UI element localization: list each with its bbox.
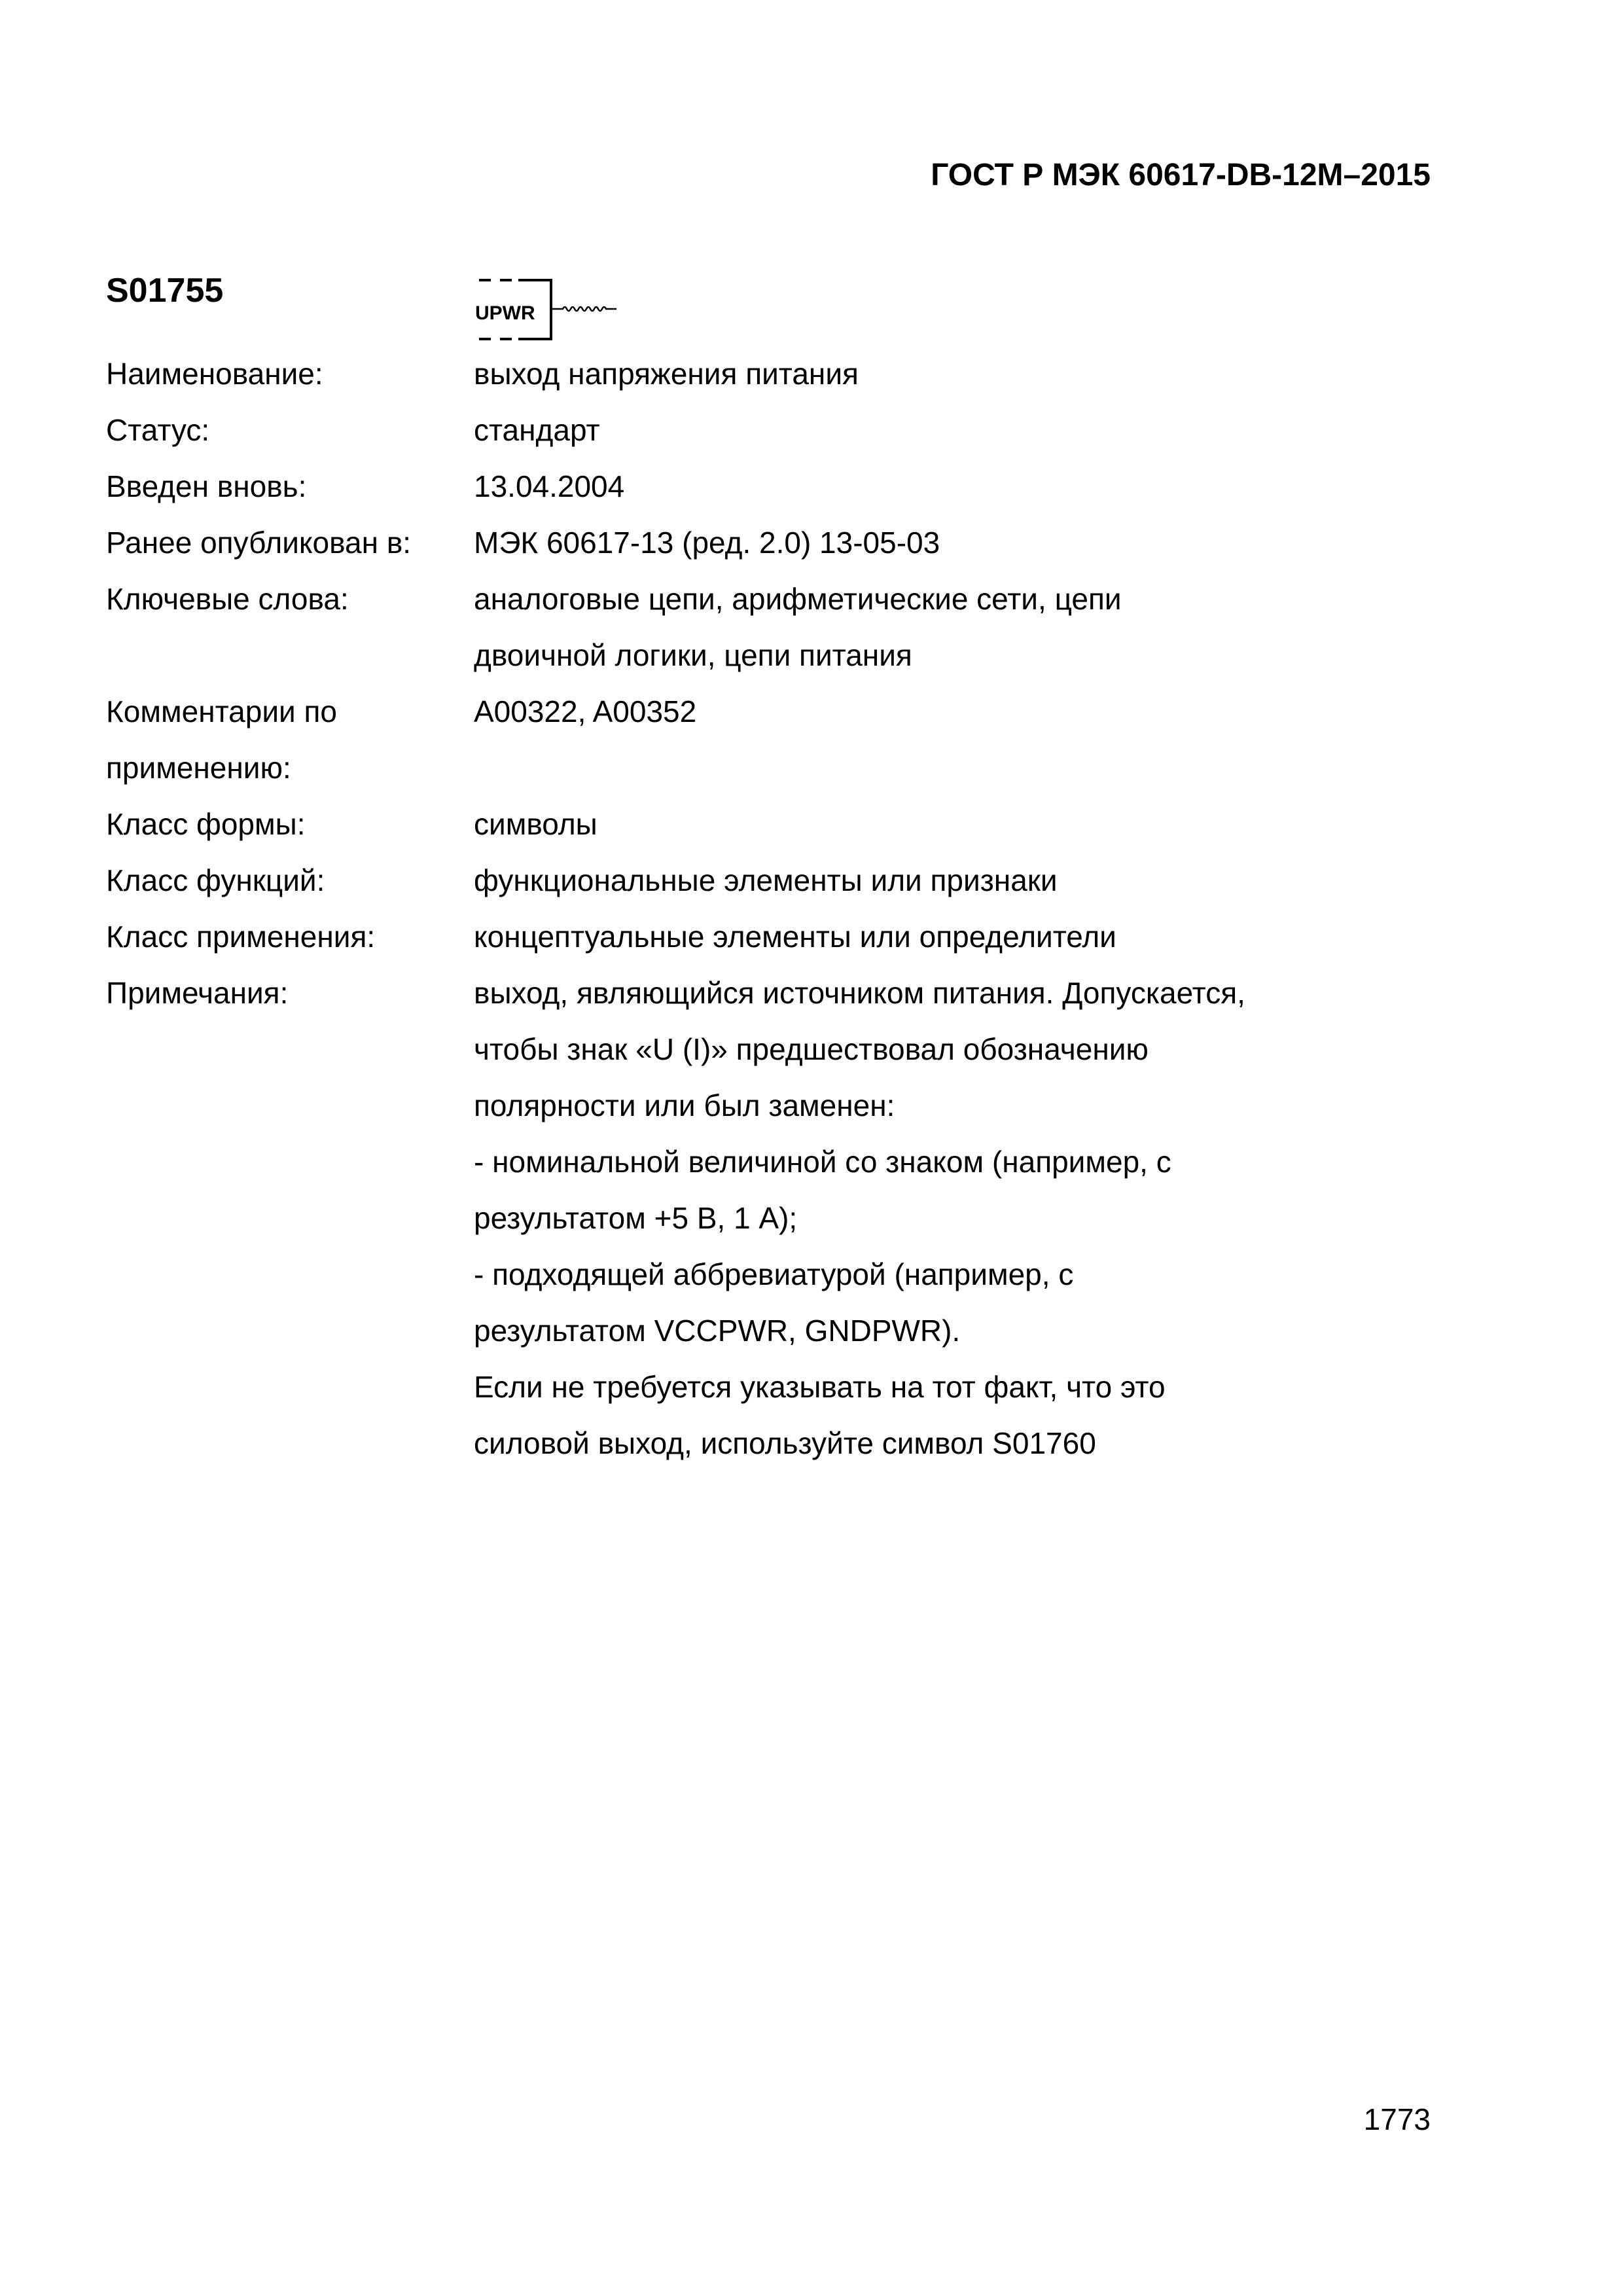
property-label xyxy=(106,796,474,852)
property-value xyxy=(474,908,1435,965)
property-label xyxy=(106,852,474,908)
property-value-line: силовой выход, используйте символ S01760 xyxy=(474,1426,1096,1460)
property-label-line: Ключевые слова: xyxy=(106,582,349,616)
property-value xyxy=(474,965,1435,1471)
property-label xyxy=(106,571,474,627)
property-value xyxy=(474,346,1435,402)
property-label xyxy=(106,514,474,571)
property-value xyxy=(474,402,1435,458)
property-label-line: Класс применения: xyxy=(106,920,376,954)
symbol-code: S01755 xyxy=(106,272,224,310)
property-value-line: 13.04.2004 xyxy=(474,469,625,503)
document-standard-header: ГОСТ Р МЭК 60617-DB-12M–2015 xyxy=(931,158,1431,192)
property-label-line: Примечания: xyxy=(106,976,289,1010)
property-label-line: Введен вновь: xyxy=(106,469,307,503)
property-table xyxy=(106,346,1435,1471)
property-value-line: аналоговые цепи, арифметические сети, цепи xyxy=(474,582,1122,616)
property-value-line: результатом VCCPWR, GNDPWR). xyxy=(474,1314,961,1348)
property-value-line: результатом +5 В, 1 А); xyxy=(474,1201,798,1235)
property-row xyxy=(106,402,1435,458)
property-label xyxy=(106,346,474,402)
property-row xyxy=(106,458,1435,514)
property-value-line: чтобы знак «U (I)» предшествовал обозначению xyxy=(474,1032,1149,1066)
property-value-line: двоичной логики, цепи питания xyxy=(474,638,912,672)
property-value-line: - подходящей аббревиатурой (например, с xyxy=(474,1257,1074,1291)
property-value-line: выход, являющийся источником питания. Допускается, xyxy=(474,976,1245,1010)
property-row xyxy=(106,908,1435,965)
property-row xyxy=(106,683,1435,796)
property-label xyxy=(106,683,474,796)
property-label-line: Ранее опубликован в: xyxy=(106,526,412,560)
property-value xyxy=(474,571,1435,683)
property-value xyxy=(474,852,1435,908)
property-label-line: Комментарии по xyxy=(106,694,337,728)
property-label-line: Класс функций: xyxy=(106,863,325,897)
property-row xyxy=(106,346,1435,402)
property-value xyxy=(474,796,1435,852)
property-label-line: Наименование: xyxy=(106,357,323,391)
property-label xyxy=(106,458,474,514)
property-row xyxy=(106,796,1435,852)
upwr-symbol-drawing xyxy=(471,272,628,344)
property-label-line: Класс формы: xyxy=(106,807,306,841)
property-row xyxy=(106,852,1435,908)
property-value-line: полярности или был заменен: xyxy=(474,1088,895,1122)
property-value-line: стандарт xyxy=(474,413,600,447)
property-value-line: - номинальной величиной со знаком (например, с xyxy=(474,1145,1171,1179)
property-value-line: выход напряжения питания xyxy=(474,357,859,391)
property-value-line: МЭК 60617-13 (ред. 2.0) 13-05-03 xyxy=(474,526,940,560)
property-row xyxy=(106,571,1435,683)
property-value-line: концептуальные элементы или определители xyxy=(474,920,1116,954)
property-value xyxy=(474,514,1435,571)
property-value xyxy=(474,458,1435,514)
property-row xyxy=(106,965,1435,1471)
property-label-line: применению: xyxy=(106,751,291,785)
property-row xyxy=(106,514,1435,571)
property-label xyxy=(106,402,474,458)
property-value-line: символы xyxy=(474,807,597,841)
property-value-line: Если не требуется указывать на тот факт, что это xyxy=(474,1370,1166,1404)
property-value xyxy=(474,683,1435,740)
property-label xyxy=(106,908,474,965)
upwr-symbol-label: UPWR xyxy=(475,302,535,324)
page-number: 1773 xyxy=(1363,2102,1431,2136)
property-label xyxy=(106,965,474,1021)
property-value-line: функциональные элементы или признаки xyxy=(474,863,1058,897)
property-label-line: Статус: xyxy=(106,413,210,447)
property-value-line: A00322, A00352 xyxy=(474,694,697,728)
